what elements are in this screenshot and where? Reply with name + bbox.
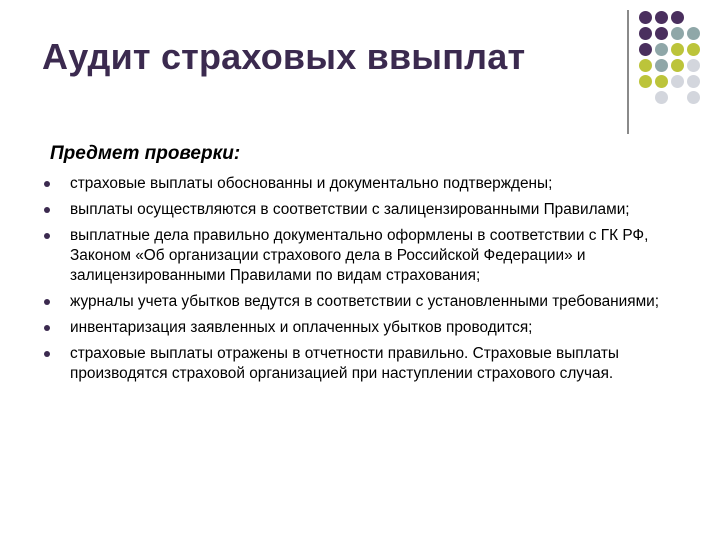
decorative-dot: [639, 59, 652, 72]
list-item-text: страховые выплаты обоснованны и документально подтверждены;: [70, 175, 553, 192]
divider-line: [627, 10, 629, 134]
decorative-dot: [671, 59, 684, 72]
list-item: [44, 318, 684, 338]
decorative-dot: [671, 75, 684, 88]
decorative-dot: [687, 59, 700, 72]
decorative-dot: [655, 27, 668, 40]
bullet-icon: [44, 233, 50, 239]
list-item: [44, 174, 684, 194]
decorative-dot: [655, 11, 668, 24]
decorative-dot: [687, 75, 700, 88]
bullet-icon: [44, 207, 50, 213]
list-item-text: страховые выплаты отражены в отчетности правильно. Страховые выплаты производятся страховой организацией при наступлении страхового случая.: [70, 345, 619, 382]
list-item-text: инвентаризация заявленных и оплаченных убытков проводится;: [70, 319, 533, 336]
decorative-dot: [671, 43, 684, 56]
decorative-dot: [671, 11, 684, 24]
decorative-dot: [639, 27, 652, 40]
list-item: [44, 226, 684, 286]
decorative-dot-grid: [639, 11, 719, 111]
decorative-dot: [687, 91, 700, 104]
slide-title: Аудит страховых ввыплат: [42, 36, 526, 77]
list-item: [44, 292, 684, 312]
decorative-dot: [655, 91, 668, 104]
decorative-dot: [655, 59, 668, 72]
list-item: [44, 344, 684, 384]
decorative-dot: [639, 11, 652, 24]
decorative-dot: [655, 75, 668, 88]
decorative-dot: [687, 27, 700, 40]
bullet-icon: [44, 299, 50, 305]
list-item-text: выплатные дела правильно документально оформлены в соответствии с ГК РФ, Законом «Об организации страхового дела в Российской Федерации» и залицензированными Правилами по видам страхования;: [70, 227, 649, 284]
list-item-text: журналы учета убытков ведутся в соответствии с установленными требованиями;: [70, 293, 660, 310]
decorative-dot: [687, 43, 700, 56]
list-item: [44, 200, 684, 220]
decorative-dot: [671, 27, 684, 40]
decorative-dot: [655, 43, 668, 56]
list-item-text: выплаты осуществляются в соответствии с залицензированными Правилами;: [70, 201, 630, 218]
bullet-icon: [44, 181, 50, 187]
slide-subtitle: Предмет проверки:: [50, 143, 241, 164]
bullet-list: [44, 174, 684, 390]
decorative-dot: [639, 75, 652, 88]
bullet-icon: [44, 351, 50, 357]
bullet-icon: [44, 325, 50, 331]
decorative-dot: [639, 43, 652, 56]
